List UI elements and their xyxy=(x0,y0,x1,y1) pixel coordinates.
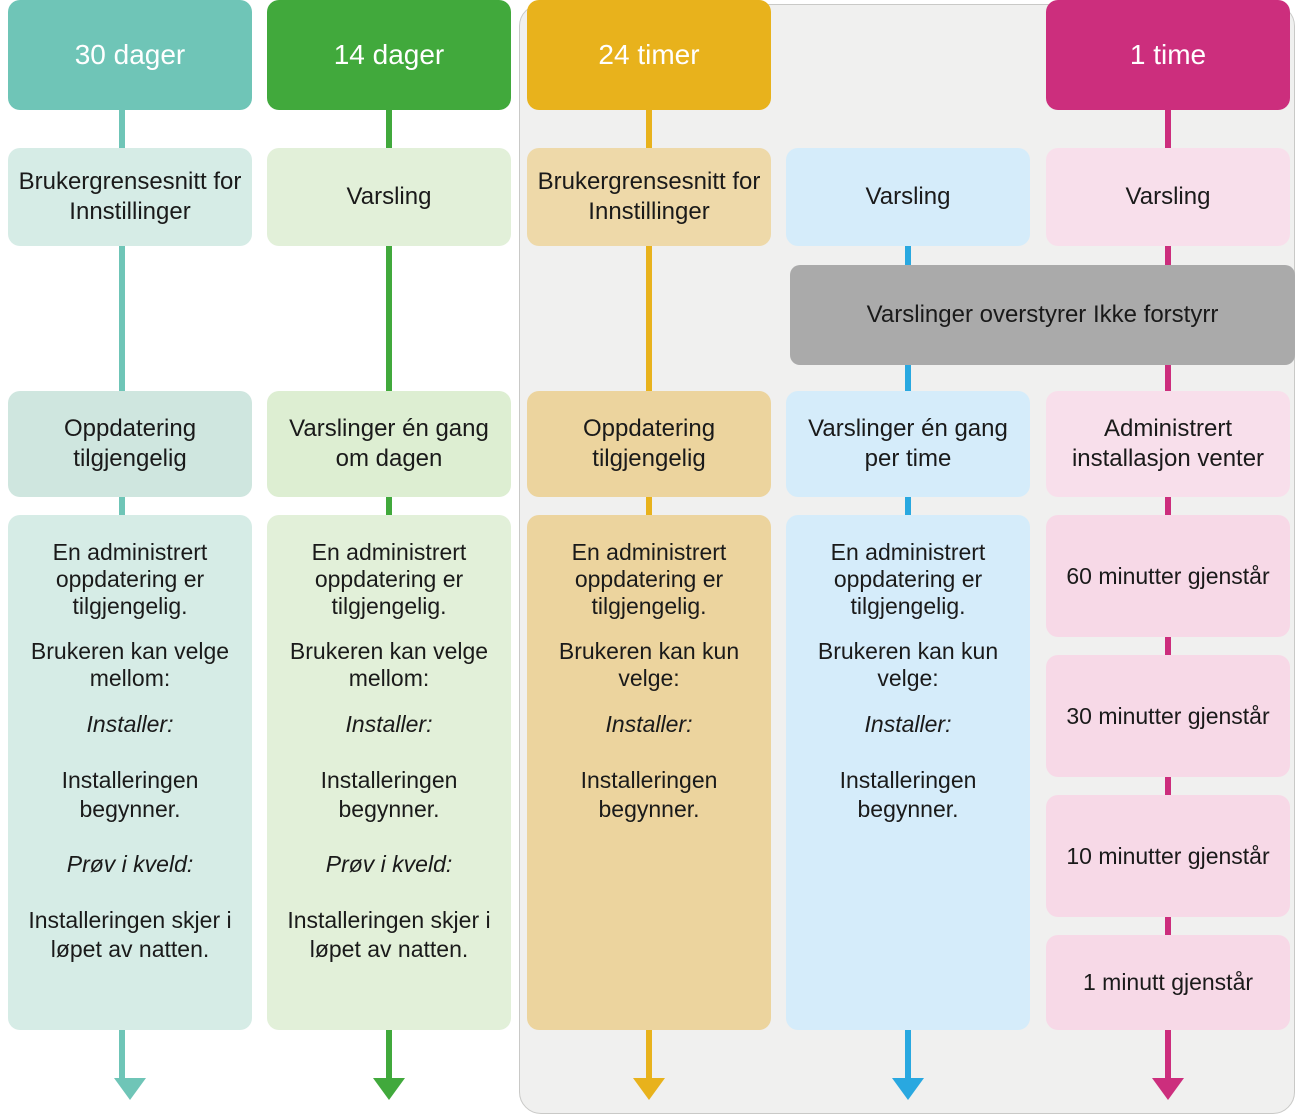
box-label: Varslinger én gang om dagen xyxy=(289,415,489,472)
connector-line xyxy=(1165,917,1171,935)
override-banner xyxy=(790,265,1295,365)
col3-box-1 xyxy=(786,148,1030,246)
column-30-dager xyxy=(8,0,252,110)
col2-detail-box xyxy=(527,515,771,1030)
col4-box-2 xyxy=(1046,391,1290,497)
detail-paragraph: En administrert oppdatering er tilgjengelig. xyxy=(311,539,467,619)
connector-line xyxy=(119,497,125,515)
connector-line xyxy=(386,246,392,391)
col1-box-2 xyxy=(267,391,511,497)
col4-countdown-3 xyxy=(1046,795,1290,917)
option-label: Installer: xyxy=(345,711,433,737)
col2-box-2 xyxy=(527,391,771,497)
connector-line xyxy=(1165,110,1171,148)
column-header-1-time: 1 time xyxy=(1046,0,1290,110)
detail-paragraph: En administrert oppdatering er tilgjengelig. xyxy=(52,539,208,619)
box-label: 30 minutter gjenstår xyxy=(1066,702,1270,729)
detail-paragraph: Brukeren kan velge mellom: xyxy=(30,638,230,691)
connector-line xyxy=(1165,777,1171,795)
flow-arrow xyxy=(892,1078,924,1100)
connector-line xyxy=(386,1030,392,1080)
box-label: Varsling xyxy=(1125,183,1211,210)
connector-line xyxy=(1165,1030,1171,1080)
col4-countdown-4 xyxy=(1046,935,1290,1030)
column-header-14-dager: 14 dager xyxy=(267,0,511,110)
connector-line xyxy=(905,1030,911,1080)
override-banner-label: Varslinger overstyrer Ikke forstyrr xyxy=(866,301,1219,328)
option-label: Prøv i kveld: xyxy=(325,851,453,878)
detail-paragraph: Brukeren kan velge mellom: xyxy=(289,638,489,691)
box-label: 60 minutter gjenstår xyxy=(1066,562,1270,589)
col4-box-1 xyxy=(1046,148,1290,246)
column-header-24-timer: 24 timer xyxy=(527,0,771,110)
detail-paragraph: Brukeren kan kun velge: xyxy=(817,638,999,691)
option-text: Installeringen skjer i løpet av natten. xyxy=(287,907,491,962)
column-header-30-dager: 30 dager xyxy=(8,0,252,110)
connector-line xyxy=(905,497,911,515)
connector-line xyxy=(386,497,392,515)
col4-countdown-1 xyxy=(1046,515,1290,637)
box-label: 1 minutt gjenstår xyxy=(1082,969,1254,996)
connector-line xyxy=(1165,637,1171,655)
box-label: Varsling xyxy=(865,183,951,210)
col1-box-1 xyxy=(267,148,511,246)
flow-arrow xyxy=(114,1078,146,1100)
col0-box-1 xyxy=(8,148,252,246)
detail-paragraph: En administrert oppdatering er tilgjengelig. xyxy=(571,539,727,619)
option-label: Installer: xyxy=(864,711,952,737)
box-label: Varslinger én gang per time xyxy=(808,415,1008,472)
connector-line xyxy=(119,1030,125,1080)
col1-detail-box xyxy=(267,515,511,1030)
flow-arrow xyxy=(373,1078,405,1100)
detail-paragraph: En administrert oppdatering er tilgjengelig. xyxy=(830,539,986,619)
col2-box-1 xyxy=(527,148,771,246)
box-label: Brukergrensesnitt for Innstillinger xyxy=(18,168,242,225)
connector-line xyxy=(386,110,392,148)
option-text: Installeringen begynner. xyxy=(320,766,458,822)
col0-detail-box xyxy=(8,515,252,1030)
box-label: 10 minutter gjenstår xyxy=(1066,842,1270,869)
option-label: Prøv i kveld: xyxy=(66,851,194,878)
connector-line xyxy=(646,497,652,515)
column-24-timer xyxy=(527,0,771,110)
col3-box-2 xyxy=(786,391,1030,497)
connector-line xyxy=(119,110,125,148)
option-label: Installer: xyxy=(86,711,174,737)
box-label: Oppdatering tilgjengelig xyxy=(63,415,197,472)
detail-paragraph: Brukeren kan kun velge: xyxy=(558,638,740,691)
flow-arrow xyxy=(633,1078,665,1100)
connector-line xyxy=(119,246,125,391)
option-text: Installeringen begynner. xyxy=(839,766,977,822)
box-label: Brukergrensesnitt for Innstillinger xyxy=(537,168,761,225)
box-label: Oppdatering tilgjengelig xyxy=(582,415,716,472)
option-label: Installer: xyxy=(605,711,693,737)
box-label: Administrert installasjon venter xyxy=(1071,415,1265,472)
col3-detail-box xyxy=(786,515,1030,1030)
option-text: Installeringen skjer i løpet av natten. xyxy=(28,907,232,962)
box-label: Varsling xyxy=(346,183,432,210)
col0-box-2 xyxy=(8,391,252,497)
option-text: Installeringen begynner. xyxy=(61,766,199,822)
connector-line xyxy=(1165,497,1171,515)
flow-arrow xyxy=(1152,1078,1184,1100)
col4-countdown-2 xyxy=(1046,655,1290,777)
column-14-dager xyxy=(267,0,511,110)
connector-line xyxy=(646,246,652,391)
option-text: Installeringen begynner. xyxy=(580,766,718,822)
connector-line xyxy=(646,110,652,148)
column-1-time xyxy=(1046,0,1290,110)
connector-line xyxy=(646,1030,652,1080)
